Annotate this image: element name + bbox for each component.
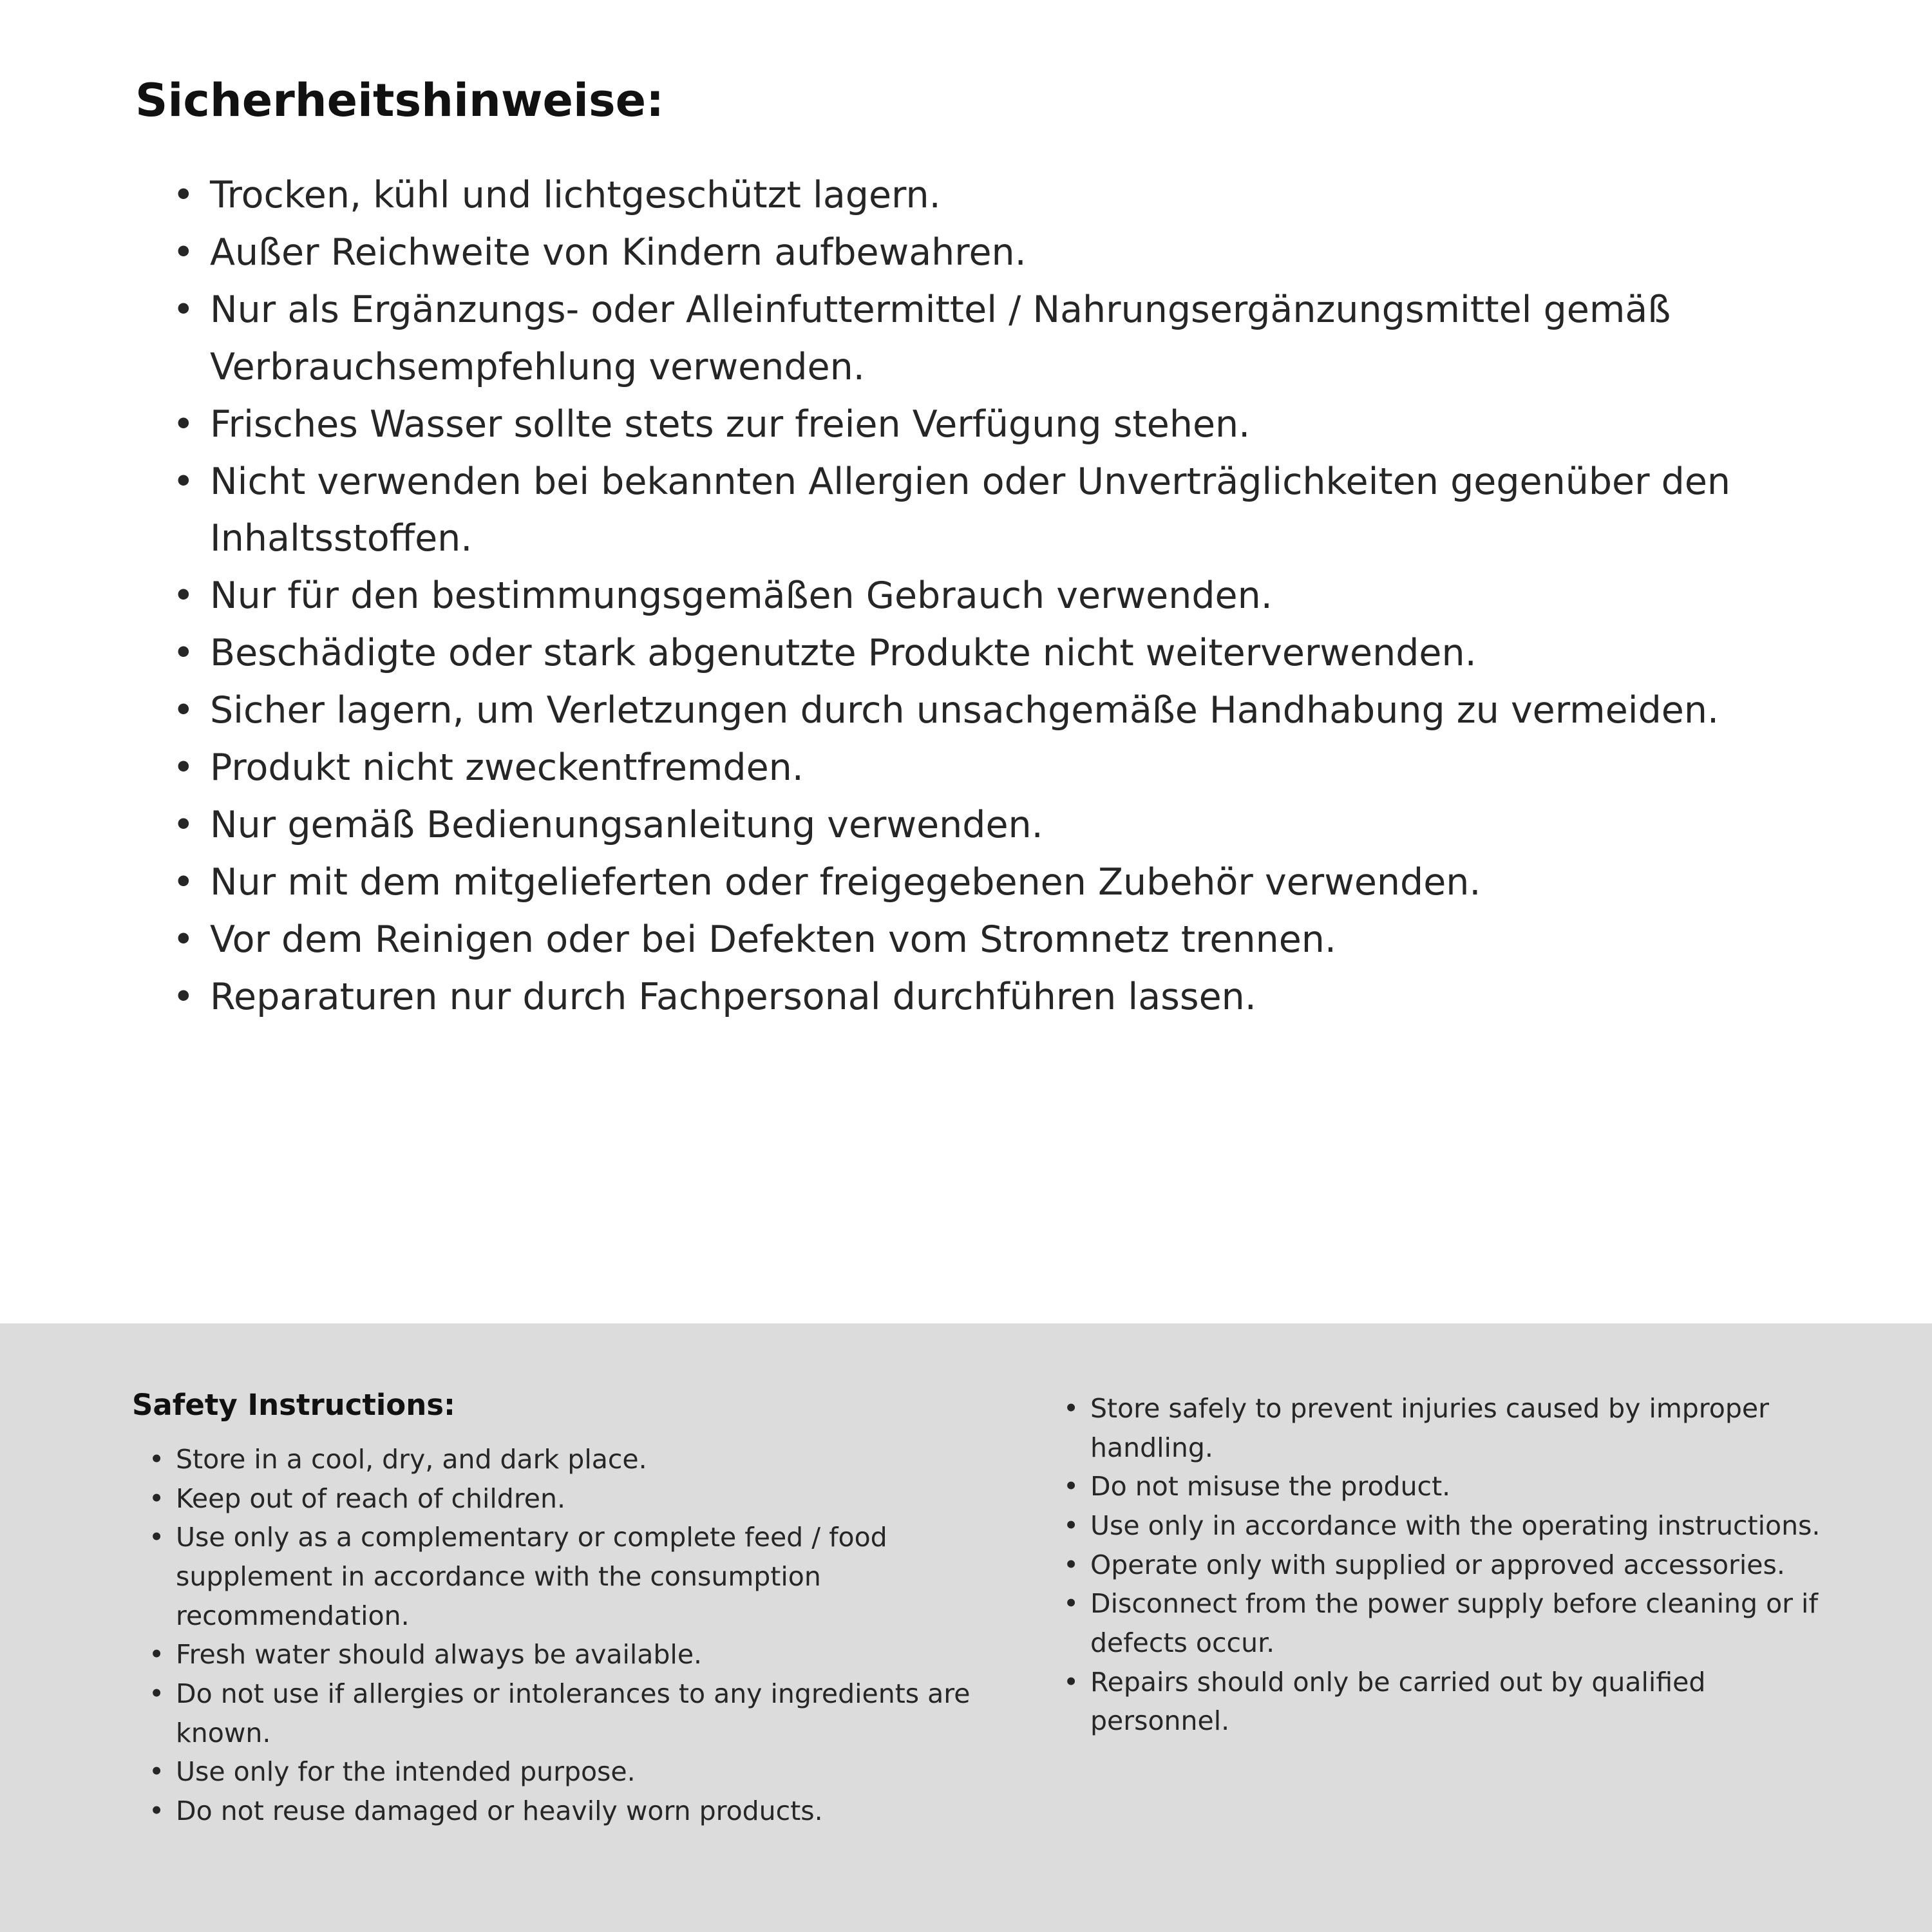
german-safety-item: • Außer Reichweite von Kindern aufbewahren.	[173, 224, 1816, 281]
german-safety-item: • Sicher lagern, um Verletzungen durch unsachgemäße Handhabung zu vermeiden.	[173, 682, 1816, 739]
english-safety-item: • Use only in accordance with the operating instructions.	[1063, 1506, 1842, 1546]
german-safety-item: • Nur als Ergänzungs- oder Alleinfuttermittel / Nahrungsergänzungsmittel gemäß Verbrauchsempfehlung verwenden.	[173, 281, 1816, 396]
english-safety-item: • Fresh water should always be available.	[149, 1635, 1008, 1674]
english-safety-item: • Repairs should only be carried out by qualified personnel.	[1063, 1663, 1842, 1741]
english-left-column	[132, 1388, 1046, 1831]
german-section-title: Sicherheitshinweise:	[135, 74, 665, 127]
german-safety-item: • Beschädigte oder stark abgenutzte Produkte nicht weiterverwenden.	[173, 625, 1816, 682]
english-section-title: Safety Instructions:	[132, 1388, 456, 1422]
english-safety-item: • Keep out of reach of children.	[149, 1479, 1008, 1519]
german-safety-list	[135, 167, 1816, 1026]
german-safety-item: • Trocken, kühl und lichtgeschützt lagern.	[173, 167, 1816, 224]
english-safety-item: • Store in a cool, dry, and dark place.	[149, 1440, 1008, 1479]
german-safety-item: • Vor dem Reinigen oder bei Defekten vom Stromnetz trennen.	[173, 911, 1816, 969]
english-safety-item: • Disconnect from the power supply before cleaning or if defects occur.	[1063, 1584, 1842, 1662]
german-safety-item: • Nicht verwenden bei bekannten Allergien oder Unverträglichkeiten gegenüber den Inhaltsstoffen.	[173, 453, 1816, 568]
english-safety-item: • Do not reuse damaged or heavily worn products.	[149, 1792, 1008, 1831]
english-right-column	[1046, 1388, 1842, 1741]
german-safety-item: • Produkt nicht zweckentfremden.	[173, 739, 1816, 797]
german-safety-item: • Reparaturen nur durch Fachpersonal durchführen lassen.	[173, 969, 1816, 1026]
german-safety-item: • Nur für den bestimmungsgemäßen Gebrauch verwenden.	[173, 567, 1816, 625]
english-safety-item: • Store safely to prevent injuries caused by improper handling.	[1063, 1389, 1842, 1467]
english-safety-item: • Use only as a complementary or complete feed / food supplement in accordance with the consumption recommendation.	[149, 1518, 1008, 1635]
english-safety-item: • Operate only with supplied or approved accessories.	[1063, 1546, 1842, 1585]
english-safety-list-left	[132, 1440, 1008, 1831]
german-safety-item: • Frisches Wasser sollte stets zur freien Verfügung stehen.	[173, 396, 1816, 453]
english-safety-item: • Do not misuse the product.	[1063, 1467, 1842, 1506]
german-safety-item: • Nur mit dem mitgelieferten oder freigegebenen Zubehör verwenden.	[173, 854, 1816, 911]
german-safety-item: • Nur gemäß Bedienungsanleitung verwenden.	[173, 797, 1816, 854]
english-safety-item: • Use only for the intended purpose.	[149, 1752, 1008, 1792]
english-safety-item: • Do not use if allergies or intolerances to any ingredients are known.	[149, 1674, 1008, 1752]
english-safety-section	[0, 1323, 1932, 1932]
english-safety-list-right	[1046, 1389, 1842, 1741]
